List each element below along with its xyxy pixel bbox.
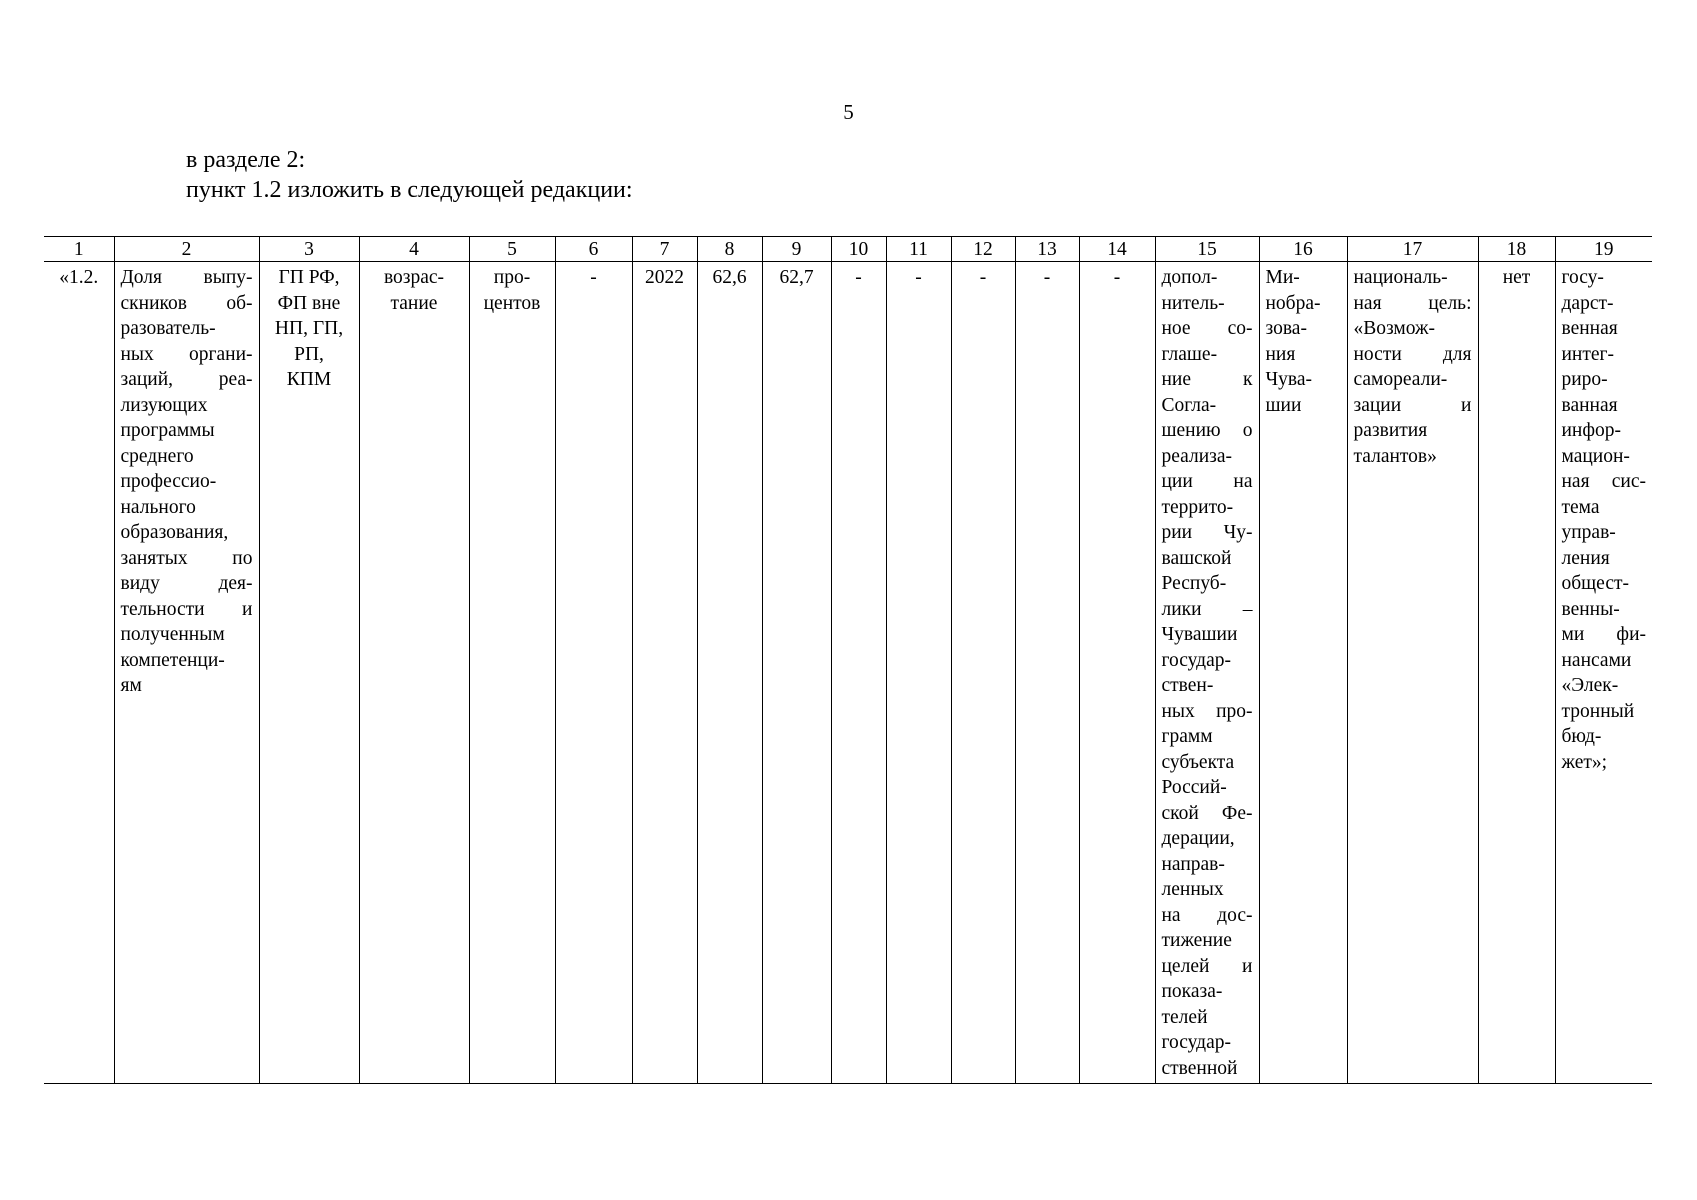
- value-col-14: -: [1113, 267, 1121, 288]
- cell-line: ности для: [1353, 343, 1472, 365]
- cell-line: ям: [120, 675, 142, 696]
- cell-line: Согла-: [1161, 394, 1217, 416]
- cell-line: среднего: [120, 445, 194, 467]
- cell-line: образования,: [120, 522, 229, 543]
- cell-line: интег-: [1561, 343, 1615, 365]
- column-number: 3: [259, 237, 359, 262]
- cell-line: тельности и: [120, 598, 253, 620]
- cell-col-13: [1015, 262, 1079, 1084]
- cell-line: ской Фе-: [1161, 802, 1253, 824]
- information-system: [1556, 265, 1653, 775]
- edit-instruction: пункт 1.2 изложить в следующей редакции:: [186, 177, 633, 203]
- column-number: 5: [469, 237, 555, 262]
- cell-line: Чува-: [1265, 369, 1313, 390]
- cell-indicator-level: [259, 262, 359, 1084]
- column-number-row: [44, 237, 1652, 262]
- column-number: 1: [44, 237, 114, 262]
- cell-line: заций, реа-: [120, 369, 253, 390]
- cell-line: НП, ГП,: [274, 318, 344, 339]
- indicators-table: [44, 236, 1652, 1084]
- cell-line: шии: [1265, 394, 1302, 416]
- indicator-name: [115, 265, 259, 699]
- cell-line: ванная: [1561, 394, 1618, 416]
- cell-line: ции на: [1161, 471, 1253, 492]
- cell-line: виду дея-: [120, 573, 253, 594]
- cell-line: ственной: [1161, 1057, 1238, 1079]
- cell-line: инфор-: [1561, 420, 1621, 441]
- cell-line: субъекта: [1161, 751, 1235, 773]
- cell-line: возрас-: [383, 267, 445, 288]
- cell-line: рии Чу-: [1161, 522, 1253, 543]
- cell-line: тема: [1561, 496, 1600, 518]
- cell-line: показа-: [1161, 981, 1223, 1002]
- column-number: 9: [762, 237, 831, 262]
- cell-line: центов: [483, 292, 541, 314]
- cell-line: дарст-: [1561, 292, 1614, 314]
- cell-line: ми фи-: [1561, 624, 1646, 645]
- cell-line: нобра-: [1265, 292, 1321, 314]
- cell-line: Ми-: [1265, 267, 1300, 288]
- cell-line: управ-: [1561, 522, 1616, 543]
- cell-line: тижение: [1161, 930, 1232, 951]
- cell-line: общест-: [1561, 573, 1629, 594]
- column-number: 17: [1347, 237, 1478, 262]
- cell-line: скников об-: [120, 292, 253, 314]
- cell-line: профессио-: [120, 471, 217, 492]
- cell-line: мацион-: [1561, 445, 1630, 467]
- cell-line: тронный: [1561, 700, 1635, 722]
- cell-line: самореали-: [1353, 369, 1448, 390]
- column-number: 7: [632, 237, 697, 262]
- cell-col-9: [762, 262, 831, 1084]
- cell-line: венная: [1561, 318, 1618, 339]
- cell-line: ФП вне: [277, 292, 341, 314]
- cell-trend: [359, 262, 469, 1084]
- cell-line: занятых по: [120, 547, 253, 569]
- page-number: 5: [843, 100, 854, 124]
- national-goal: [1348, 265, 1478, 469]
- indicator-level: [260, 265, 359, 393]
- column-number: 10: [831, 237, 886, 262]
- cell-line: Россий-: [1161, 777, 1227, 798]
- cell-line: бюд-: [1561, 726, 1602, 747]
- cell-line: тание: [390, 292, 438, 314]
- cell-indicator-name: [114, 262, 259, 1084]
- value-col-6: -: [590, 267, 597, 288]
- cell-line: ная сис-: [1561, 471, 1646, 492]
- cell-col-18: [1478, 262, 1555, 1084]
- cell-line: развития: [1353, 420, 1428, 441]
- table-row: [44, 262, 1652, 1084]
- cell-line: ния: [1265, 343, 1296, 365]
- cell-line: вашской: [1161, 547, 1232, 569]
- cell-line: Чувашии: [1161, 624, 1238, 645]
- cell-line: дерации,: [1161, 828, 1235, 849]
- cell-line: «Элек-: [1561, 675, 1619, 696]
- section-reference: в разделе 2:: [186, 147, 306, 173]
- cell-line: КПМ: [286, 369, 332, 390]
- cell-line: зации и: [1353, 394, 1472, 416]
- cell-line: РП,: [294, 343, 324, 365]
- value-col-8: 62,6: [712, 267, 747, 288]
- cell-line: нального: [120, 496, 196, 518]
- cell-line: жет»;: [1561, 751, 1608, 773]
- column-number: 18: [1478, 237, 1555, 262]
- cell-line: шению о: [1161, 420, 1253, 441]
- cell-line: направ-: [1161, 853, 1225, 875]
- cell-line: компетенци-: [120, 649, 225, 671]
- column-number: 4: [359, 237, 469, 262]
- cell-line: ная цель:: [1353, 292, 1472, 314]
- cell-line: талантов»: [1353, 445, 1437, 467]
- column-number: 6: [555, 237, 632, 262]
- cell-line: лики –: [1161, 598, 1253, 620]
- cell-col-6: [555, 262, 632, 1084]
- cell-col-12: [951, 262, 1015, 1084]
- value-col-9: 62,7: [779, 267, 814, 288]
- cell-line: госу-: [1561, 267, 1604, 288]
- cell-line: венны-: [1561, 598, 1620, 620]
- cell-line: государ-: [1161, 1032, 1231, 1053]
- cell-line: программы: [120, 420, 215, 441]
- cell-line: целей и: [1161, 955, 1253, 977]
- cell-unit: [469, 262, 555, 1084]
- column-number: 8: [697, 237, 762, 262]
- column-number: 16: [1259, 237, 1347, 262]
- cell-line: ных про-: [1161, 700, 1253, 722]
- cell-line: ГП РФ,: [278, 267, 340, 288]
- cell-line: государ-: [1161, 649, 1231, 671]
- value-col-13: -: [1043, 267, 1051, 288]
- cell-information-system: [1555, 262, 1652, 1084]
- column-number: 15: [1155, 237, 1259, 262]
- cell-line: разователь-: [120, 318, 216, 339]
- column-number: 12: [951, 237, 1015, 262]
- cell-line: на дос-: [1161, 904, 1253, 926]
- cell-line: нитель-: [1161, 292, 1225, 314]
- cell-document: [1155, 262, 1259, 1084]
- value-col-10: -: [855, 267, 862, 288]
- cell-line: националь-: [1353, 267, 1448, 288]
- base-year: 2022: [645, 267, 684, 288]
- cell-line: риро-: [1561, 369, 1608, 390]
- cell-line: телей: [1161, 1006, 1208, 1028]
- value-col-12: -: [979, 267, 987, 288]
- responsible-body: [1260, 265, 1347, 418]
- column-number: 14: [1079, 237, 1155, 262]
- trend: [360, 265, 469, 316]
- column-number: 2: [114, 237, 259, 262]
- cell-line: реализа-: [1161, 445, 1232, 467]
- value-col-18: нет: [1502, 267, 1531, 288]
- cell-line: про-: [493, 267, 531, 288]
- item-number: «1.2.: [59, 267, 99, 288]
- cell-line: ления: [1561, 547, 1610, 569]
- cell-line: ное со-: [1161, 318, 1253, 339]
- column-number: 11: [886, 237, 951, 262]
- cell-line: глаше-: [1161, 343, 1218, 365]
- cell-line: нансами: [1561, 649, 1632, 671]
- document-basis: [1156, 265, 1259, 1081]
- cell-line: ленных: [1161, 879, 1224, 900]
- column-number: 19: [1555, 237, 1652, 262]
- unit: [470, 265, 555, 316]
- cell-line: «Возмож-: [1353, 318, 1436, 339]
- column-number: 13: [1015, 237, 1079, 262]
- cell-line: ных органи-: [120, 343, 253, 365]
- cell-base-year: [632, 262, 697, 1084]
- cell-responsible: [1259, 262, 1347, 1084]
- cell-line: полученным: [120, 624, 225, 645]
- cell-col-11: [886, 262, 951, 1084]
- cell-line: Респуб-: [1161, 573, 1227, 594]
- cell-line: ствен-: [1161, 675, 1214, 696]
- cell-col-14: [1079, 262, 1155, 1084]
- value-col-11: -: [915, 267, 922, 288]
- cell-col-10: [831, 262, 886, 1084]
- cell-line: зова-: [1265, 318, 1307, 339]
- cell-national-goal: [1347, 262, 1478, 1084]
- cell-line: террито-: [1161, 496, 1234, 518]
- cell-line: допол-: [1161, 267, 1218, 288]
- cell-line: ние к: [1161, 369, 1253, 390]
- cell-line: Доля выпу-: [120, 267, 253, 288]
- cell-line: лизующих: [120, 394, 208, 416]
- cell-line: грамм: [1161, 726, 1213, 747]
- cell-col-8: [697, 262, 762, 1084]
- cell-item-number: [44, 262, 114, 1084]
